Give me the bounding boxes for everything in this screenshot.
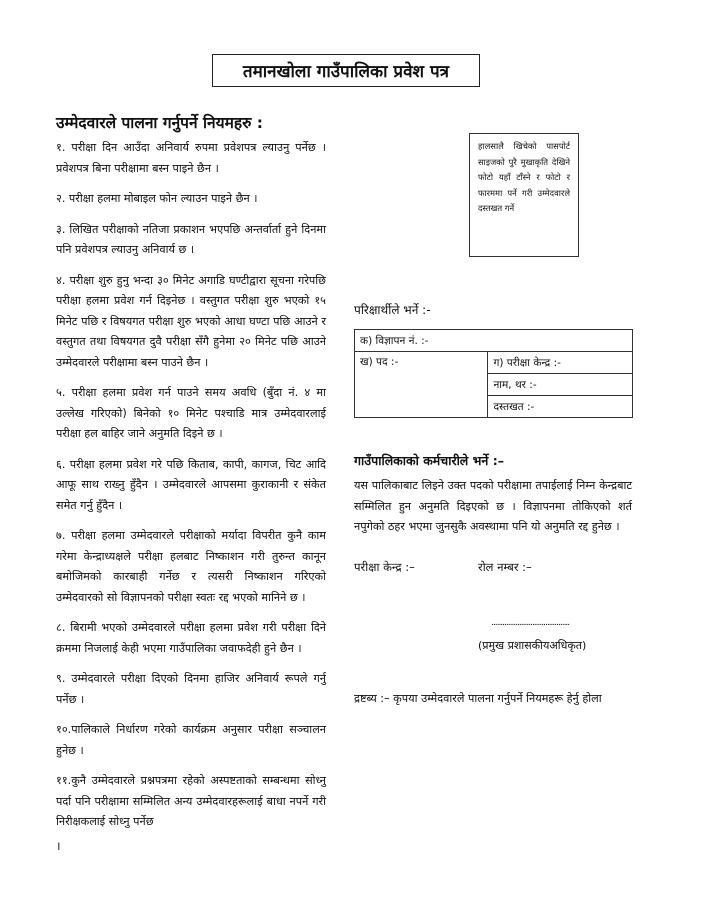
signature-field[interactable]: दस्तखत :- [488, 396, 633, 418]
candidate-table [354, 329, 633, 418]
rule-item: ९. उम्मेदवारले परीक्षा दिएको दिनमा हाजिर अनिवार्य रूपले गर्नु पर्नेछ । [56, 672, 326, 706]
post-field[interactable]: ख) पद :- [355, 352, 488, 418]
rule-item: १. परीक्षा दिन आउँदा अनिवार्य रुपमा प्रवेशपत्र ल्याउनु पर्नेछ । प्रवेशपत्र बिना परीक्षामा बस्न पाइने छैन । [56, 141, 326, 175]
rule-item: ८. बिरामी भएको उम्मेदवारले परीक्षा हलमा प्रवेश गरी परीक्षा दिने क्रममा निजलाई केही भएमा गाउँपालिका जवाफदेही हुने छैन । [56, 621, 326, 655]
rule-item: २. परीक्षा हलमा मोबाइल फोन ल्याउन पाइने छैन । [56, 192, 258, 205]
officer-title: (प्रमुख प्रशासकीयअधिकृत) [478, 639, 587, 652]
exam-center-label: परीक्षा केन्द्र :– [354, 560, 415, 574]
page-title: तमानखोला गाउँपालिका प्रवेश पत्र [212, 54, 480, 87]
photo-box: हालसालै खिचेको पासपोर्ट साइजको पुरै मुखाकृति देखिने फोटो यहाँ टाँस्ने र फोटो र फारममा पर्ने गरी उम्मेदवारले दस्तखत गर्ने [469, 133, 579, 257]
ad-no-field[interactable]: क) विज्ञापन नं. :- [355, 330, 633, 352]
rule-item: ६. परीक्षा हलमा प्रवेश गरे पछि किताब, कापी, कागज, चिट आदि आफू साथ राख्नु हुँदैन । उम्मेदवारले आपसमा कुराकानी र संकेत समेत गर्नु हुँदैन । [56, 457, 326, 512]
roll-number-label: रोल नम्बर :– [478, 560, 532, 574]
rule-item: ५. परीक्षा हलमा प्रवेश गर्न पाउने समय अवधि (बुँदा नं. ४ मा उल्लेख गरिएको) बिनेको १० मिनेट पश्चाडि मात्र उम्मेदवारलाई परीक्षा हल बाहिर जाने अनुमति दिइने छ । [56, 386, 326, 440]
signature-line: .......................................... [491, 618, 570, 628]
rule-item: ४. परीक्षा शुरु हुनु भन्दा ३० मिनेट अगाडि घण्टीद्वारा सूचना गरेपछि परीक्षा हलमा प्रवेश गर्न दिइनेछ । वस्तुगत परीक्षा शुरु भएको १५ मिनेट पछि र विषयगत परीक्षा शुरु भएको आधा घण्टा पछि आउने र वस्तुगत तथा विषयगत दुवै परीक्षा सँगै हुनेमा २० मिनेट पछि आउने उम्मेदवारले परीक्षामा बस्न पाउने छैन । [56, 273, 326, 369]
exam-center-field[interactable]: ग) परीक्षा केन्द्र :- [488, 352, 633, 374]
note: द्रष्टब्य :– कृपया उम्मेदवारले पालना गर्नुपर्ने नियमहरू हेर्नु होला [354, 692, 602, 705]
name-field[interactable]: नाम, थर :- [488, 374, 633, 396]
rules-heading: उम्मेदवारले पालना गर्नुपर्ने नियमहरु : [56, 114, 263, 132]
rules-list [56, 138, 326, 854]
rule-item: ७. परीक्षा हलमा उम्मेदवारले परीक्षाको मर्यादा विपरीत कुनै काम गरेमा केन्द्राध्यक्षले परीक्षा हलबाट निष्काशन गरी तुरुन्त कानून बमोजिमको कारबाही गर्नेछ र त्यसरी निष्काशन गरिएको उम्मेदवारको सो विज्ञापनको परीक्षा स्वतः रद्द भएको मानिने छ । [56, 529, 326, 604]
staff-heading: गाउँपालिकाको कर्मचारीले भर्ने :– [354, 453, 504, 468]
candidate-heading: परिक्षार्थीले भर्ने :- [354, 303, 431, 317]
rule-item: १०.पालिकाले निर्धारण गरेको कार्यक्रम अनुसार परीक्षा सञ्चालन हुनेछ । [56, 723, 326, 757]
rule-item: ३. लिखित परीक्षाको नतिजा प्रकाशन भएपछि अन्तर्वार्ता हुने दिनमा पनि प्रवेशपत्र ल्याउनु अनिवार्य छ । [56, 222, 326, 256]
rules-end-mark: । [56, 838, 61, 853]
staff-paragraph: यस पालिकाबाट लिइने उक्त पदको परीक्षामा तपाईलाई निम्न केन्द्रबाट सम्मिलित हुन अनुमति दिइएको छ । विज्ञापनमा तोकिएको शर्त नपुगेको ठहर भएमा जुनसुकै अवस्थामा पनि यो अनुमति रद्द हुनेछ । [354, 479, 632, 533]
rule-item: ११.कुनै उम्मेदवारले प्रश्नपत्रमा रहेको अस्पष्टताको सम्बन्धमा सोध्नु पर्दा पनि परीक्षामा सम्मिलित अन्य उम्मेदवारहरूलाई बाधा नपर्ने गरी निरीक्षकलाई सोध्नु पर्नेछ [56, 774, 326, 828]
